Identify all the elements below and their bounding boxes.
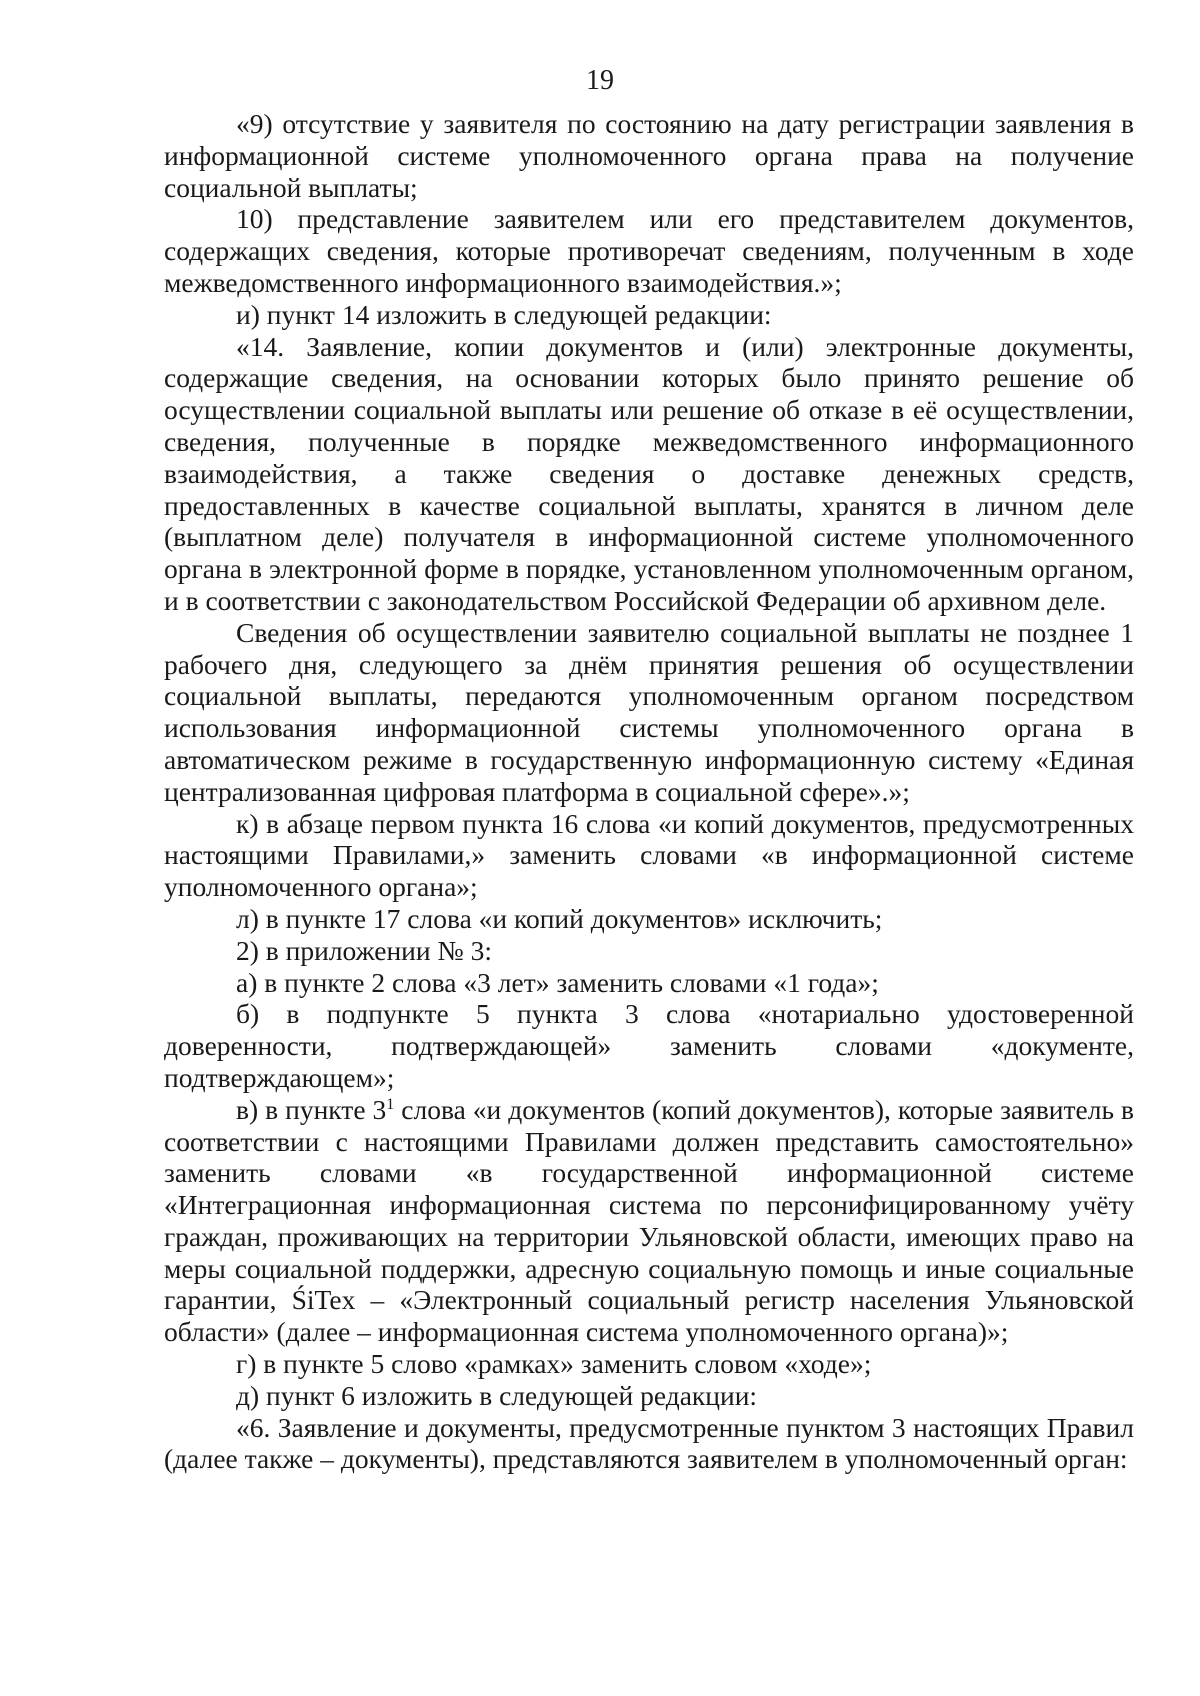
paragraph-subitem-g: г) в пункте 5 слово «рамках» заменить словом «ходе»; (236, 1348, 872, 1380)
superscript-number: 1 (386, 1095, 395, 1113)
paragraph-point-6: «6. Заявление и документы, предусмотренные пунктом 3 настоящих Правил (далее также – документы), представляются заявителем в уполномоченный орган: (164, 1411, 1134, 1475)
paragraph-subitem-d: д) пункт 6 изложить в следующей редакции: (236, 1379, 758, 1411)
paragraph-subitem-v-start: в) в пункте 3 (236, 1093, 387, 1125)
paragraph-point-14-second: Сведения об осуществлении заявителю социальной выплаты не позднее 1 рабочего дня, следующего за днём принятия решения об осуществлении социальной выплаты, передаются уполномоченным органом посредством использования информационной системы уполномоченного органа в автоматическом режиме в государственную информационную систему «Единая централизованная цифровая платформа в социальной сфере».»; (164, 616, 1134, 807)
paragraph-subitem-a: а) в пункте 2 слова «3 лет» заменить словами «1 года»; (236, 966, 879, 998)
paragraph-subitem-v (164, 1094, 1134, 1348)
page-number: 19 (586, 65, 614, 96)
paragraph-item-9: «9) отсутствие у заявителя по состоянию на дату регистрации заявления в информационной системе уполномоченного органа права на получение социальной выплаты; (164, 108, 1134, 203)
paragraph-item-2: 2) в приложении № 3: (236, 934, 492, 966)
document-body (164, 108, 1134, 1475)
paragraph-subitem-v-rest: слова «и документов (копий документов), которые заявитель в соответствии с настоящими Правилами должен представить самостоятельно» заменить словами «в государственной информационной системе «Интеграционная информационная система по персонифицированному учёту граждан, проживающих на территории Ульяновской области, имеющих право на меры социальной поддержки, адресную социальную помощь и иные социальные гарантии, ŚiTex – «Электронный социальный регистр населения Ульяновской области» (далее – информационная система уполномоченного органа)»; (164, 1093, 1134, 1348)
paragraph-subitem-k: к) в абзаце первом пункта 16 слова «и копий документов, предусмотренных настоящими Правилами,» заменить словами «в информационной системе уполномоченного органа»; (164, 807, 1134, 903)
paragraph-subitem-i: и) пункт 14 изложить в следующей редакции: (236, 298, 772, 330)
paragraph-point-14: «14. Заявление, копии документов и (или) электронные документы, содержащие сведения, на основании которых было принято решение об осуществлении социальной выплаты или решение об отказе в её осуществлении, сведения, полученные в порядке межведомственного информационного взаимодействия, а также сведения о доставке денежных средств, предоставленных в качестве социальной выплаты, хранятся в личном деле (выплатном деле) получателя в информационной системе уполномоченного органа в электронной форме в порядке, установленном уполномоченным органом, и в соответствии с законодательством Российской Федерации об архивном деле. (164, 330, 1134, 616)
paragraph-subitem-l: л) в пункте 17 слова «и копий документов» исключить; (236, 902, 883, 934)
paragraph-subitem-b: б) в подпункте 5 пункта 3 слова «нотариально удостоверенной доверенности, подтверждающей» заменить словами «документе, подтверждающем»; (164, 998, 1134, 1093)
paragraph-item-10: 10) представление заявителем или его представителем документов, содержащих сведения, которые противоречат сведениям, полученным в ходе межведомственного информационного взаимодействия.»; (164, 203, 1134, 298)
